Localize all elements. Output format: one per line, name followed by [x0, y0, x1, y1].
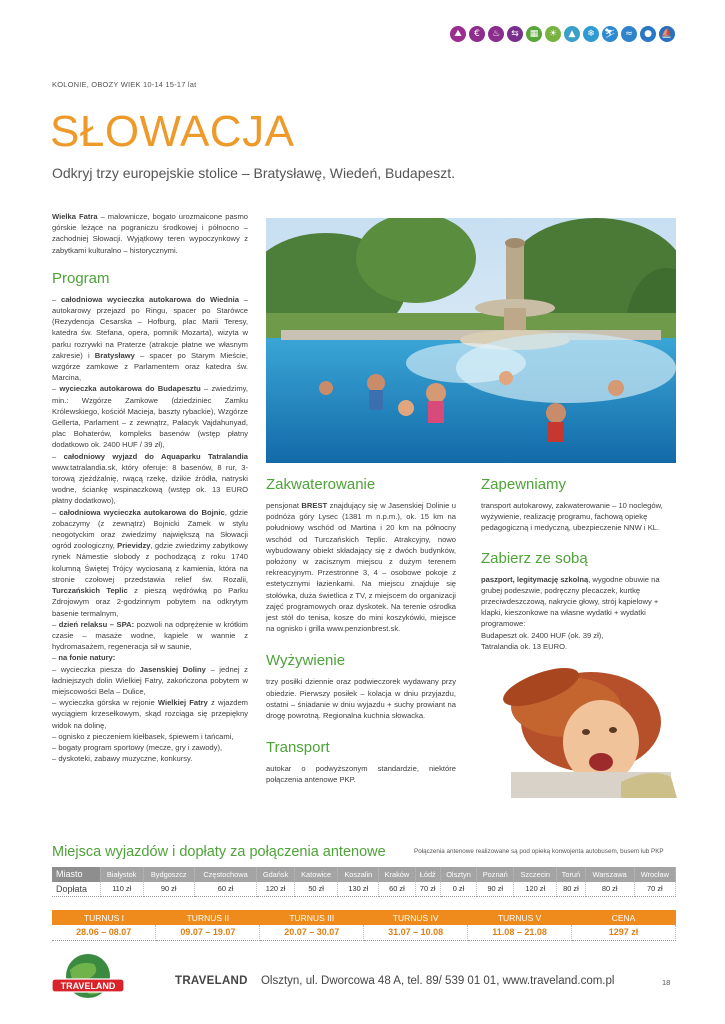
footer-brand: TRAVELAND	[175, 975, 248, 987]
mountain-icon: ⛰	[450, 26, 466, 42]
program-item-hike: – wycieczka piesza do Jasenskiej Doliny – jednej z ładniejszych dolin Wielkiej Fatry, zakończona pobytem w miejscowości Bela – Dulice,	[52, 664, 248, 696]
food-text: trzy posiłki dziennie oraz podwieczorek wydawany przy obiedzie. Pierwszy posiłek – kolacja w dniu przyjazdu, ostatni – śniadanie w dniu wyjazdu + suchy prowiant na drogę powrotną. Regionalna kuchnia słowacka.	[266, 677, 456, 721]
departures-city-row	[52, 867, 676, 882]
turnus-header: TURNUS IV	[364, 910, 468, 925]
fee-cell: 120 zł	[514, 882, 557, 897]
child-illustration	[481, 662, 677, 798]
turnus-dates: 11.08 – 21.08	[468, 925, 572, 940]
fee-cell: 50 zł	[294, 882, 338, 897]
turnus-header: TURNUS II	[156, 910, 260, 925]
page-number: 18	[662, 978, 671, 987]
price-header: CENA	[572, 910, 676, 925]
fee-cell: 70 zł	[634, 882, 675, 897]
city-cell: Katowice	[294, 867, 338, 882]
euro-icon: €	[469, 26, 485, 42]
city-cell: Częstochowa	[194, 867, 257, 882]
accommodation-text: pensjonat BREST znajdujący się w Jasenskiej Dolinie u podnóża góry Lysec (1381 m n.p.m.), ok. 15 km na południowy wschód od Martina i 20 km na północny wschód od Turczańskich Teplic. Atrakcyjny, nowo wybudowany obiekt składający się z dwóch budynków, położony w zacisznym miejscu z dużym terenem rekreacyjnym. Przestronne 3, 4 – osobowe pokoje z estetycznymi łazienkami. Na miejscu znajduje się stołówka, duża świetlica z TV, z miejscem do organizacji zajęć programowych oraz dyskotek. Na terenie ośrodka jest stół do tenisa, kosze do mini koszykówki, miejsce na ognisko i grilla www.penzionbrest.sk.	[266, 501, 457, 634]
sail-icon: ⛵	[659, 26, 675, 42]
page-subtitle: Odkryj trzy europejskie stolice – Bratysławę, Wiedeń, Budapeszt.	[52, 165, 456, 181]
city-cell: Białystok	[100, 867, 143, 882]
bring-line-tatralandia: Tatralandia ok. 13 EURO.	[481, 641, 568, 651]
program-item-bojnice: – całodniowa wycieczka autokarowa do Bojnic, gdzie zobaczymy (z zewnątrz) Bojnicki Zamek w stylu neogotyckim oraz zwiedzimy największą na Słowacji ogród zoologiczny, Prievidzy, gdzie zwiedzimy zabytkowy rynek Námestie slobody z pochodzącą z roku 1740 kolumną Świętej Trójcy wyciosaną z kamienia, która na stronie czołowej przedstawia relief św. Rozalii, Turczańskich Teplic z pieszą wędrówką po Parku Zdrojowym oraz 2-godzinnym pobytem na odkrytym basenie termalnym,	[52, 507, 249, 618]
bus-icon: ⇆	[507, 26, 523, 42]
program-item-disco: – dyskoteki, zabawy muzyczne, konkursy.	[52, 754, 193, 764]
ski-icon: ⛷	[602, 26, 618, 42]
transport-heading: Transport	[266, 739, 330, 757]
fee-cell: 130 zł	[338, 882, 379, 897]
city-cell: Warszawa	[585, 867, 634, 882]
middle-column	[266, 476, 456, 786]
intro-bold: Wielka Fatra	[52, 212, 98, 221]
footer-address: Olsztyn, ul. Dworcowa 48 A, tel. 89/ 539 01 01, www.traveland.com.pl	[260, 975, 615, 987]
bring-text: paszport, legitymację szkolną, wygodne obuwie na grubej podeszwie, podręczny plecaczek, kurtkę przeciwdeszczową, nakrycie głowy, strój kąpielowy + klapki, kieszonkowe na własne wydatki + wydatki programowe:	[481, 574, 660, 629]
program-item-tatralandia: – całodniowy wyjazd do Aquaparku Tatralandia www.tatralandia.sk, który oferuje: 8 basenów, 8 rur, 3-torową zjeżdżalnię, rwącą rzekę, dzikie źródła, natryski wodne, ściankę wspinaczkową (wstęp ok. 13 EURO płatny dodatkowo),	[52, 451, 248, 506]
turnus-dates-row	[52, 925, 676, 940]
fee-cell: 0 zł	[440, 882, 476, 897]
balls-icon: ●	[640, 26, 656, 42]
turnus-dates: 28.06 – 08.07	[52, 925, 156, 940]
bring-line-budapest: Budapeszt ok. 2400 HUF (ok. 39 zł),	[481, 630, 604, 640]
transport-text: autokar o podwyższonym standardzie, niektóre połączenia antenowe PKP.	[266, 764, 456, 785]
city-row-label: Miasto	[52, 867, 100, 882]
sun-icon: ☀	[545, 26, 561, 42]
provide-text: transport autokarowy, zakwaterowanie – 10 noclegów, wyżywienie, realizację programu, fachową opiekę pedagogiczną i medyczną, ubezpieczenie NNW i KL.	[481, 501, 663, 533]
food-icon: ♨	[488, 26, 504, 42]
fee-cell: 60 zł	[194, 882, 257, 897]
child-photo	[481, 662, 677, 798]
turnus-header: TURNUS III	[260, 910, 364, 925]
traveland-logo	[50, 952, 150, 1004]
swim-icon: ≈	[621, 26, 637, 42]
city-cell: Koszalin	[338, 867, 379, 882]
fee-row-label: Dopłata	[52, 882, 100, 897]
logo-text: TRAVELAND	[60, 981, 116, 991]
mountain-peak-icon: ▲	[564, 26, 580, 42]
fee-cell: 80 zł	[585, 882, 634, 897]
provide-heading: Zapewniamy	[481, 476, 567, 493]
accommodation-heading: Zakwaterowanie	[266, 476, 376, 493]
bring-heading: Zabierz ze sobą	[481, 549, 588, 567]
city-cell: Toruń	[557, 867, 585, 882]
hotel-icon: ▦	[526, 26, 542, 42]
fee-cell: 110 zł	[100, 882, 143, 897]
city-cell: Poznań	[477, 867, 514, 882]
program-item-vienna: – całodniowa wycieczka autokarowa do Wiednia – autokarowy przejazd po Ringu, spacer po Starówce (Rezydencja Cesarska – Hofburg, plac Marii Teresy, katedra św. Stefana, opera, pomnik Mozarta), wizyta w parku rozrywki na Praterze (atrakcje płatne we własnym zakresie) i Bratysławy – spacer po Starym Mieście, wzgórze zamkowe z Parlamentem oraz katedra św. Marcina,	[52, 294, 248, 383]
city-cell: Wrocław	[634, 867, 675, 882]
price-value: 1297 zł	[572, 925, 676, 940]
program-item-budapest: – wycieczka autokarowa do Budapesztu – zwiedzimy, min.: Wzgórze Zamkowe (dziedziniec Zamku Królewskiego, kościół Macieja, baszty rybackie), Wzgórze Gellerta, Parlament – z zewnątrz, Pałacyk Vajdahunyad, plac Bohaterów, kompleks basenów (wstęp płatny dodatkowo ok. 2400 HUF / 39 zł),	[52, 384, 249, 450]
category-label: KOLONIE, OBOZY WIEK 10-14 15-17 lat	[52, 80, 197, 89]
fee-cell: 120 zł	[257, 882, 295, 897]
turnus-dates: 31.07 – 10.08	[364, 925, 468, 940]
program-item-mountain: – wycieczka górska w rejonie Wielkiej Fatry z wjazdem wyciągiem krzesełkowym, skąd rozciąga się przepiękny widok na dolinę,	[52, 698, 249, 730]
turnus-header: TURNUS V	[468, 910, 572, 925]
page-title: SŁOWACJA	[50, 107, 295, 156]
turnus-header-row	[52, 910, 676, 925]
departures-heading: Miejsca wyjazdów i dopłaty za połączenia antenowe	[52, 844, 386, 860]
turnus-dates: 20.07 – 30.07	[260, 925, 364, 940]
aquapark-illustration	[266, 218, 676, 463]
program-heading: Program	[52, 269, 110, 287]
fee-cell: 60 zł	[379, 882, 415, 897]
turnus-table	[52, 910, 676, 941]
program-item-spa: – dzień relaksu – SPA: pozwoli na odprężenie w krótkim czasie – masaże wodne, kąpiele w wannie z hydromasażem, regeneracja sił w saunie,	[52, 619, 248, 652]
city-cell: Łódź	[415, 867, 440, 882]
feature-icons	[450, 26, 675, 42]
right-column	[481, 476, 677, 652]
city-cell: Gdańsk	[257, 867, 295, 882]
departures-fee-row	[52, 882, 676, 897]
city-cell: Olsztyn	[440, 867, 476, 882]
left-column	[52, 211, 248, 764]
fee-cell: 90 zł	[477, 882, 514, 897]
fee-cell: 80 zł	[557, 882, 585, 897]
program-item-nature: – na fonie natury:	[52, 653, 116, 663]
fee-cell: 90 zł	[143, 882, 194, 897]
intro-text: – malownicze, bogato urozmaicone pasmo górskie leżące na pograniczu środkowej i północno – zachodniej Słowacji. Wyjątkowy teren wypoczynkowy z zabytkami kulturalno – historycznymi.	[52, 212, 249, 255]
turnus-header: TURNUS I	[52, 910, 156, 925]
departures-note: Połączenia antenowe realizowane są pod opieką konwojenta autobusem, busem lub PKP	[414, 848, 664, 855]
program-item-bonfire: – ognisko z pieczeniem kiełbasek, śpiewem i tańcami,	[52, 731, 234, 741]
departures-table	[52, 867, 676, 897]
snowflake-icon: ❄	[583, 26, 599, 42]
footer-contact	[175, 975, 614, 987]
intro-paragraph	[52, 211, 248, 256]
fee-cell: 70 zł	[415, 882, 440, 897]
city-cell: Bydgoszcz	[143, 867, 194, 882]
program-item-sport: – bogaty program sportowy (mecze, gry i zawody),	[52, 742, 223, 752]
turnus-dates: 09.07 – 19.07	[156, 925, 260, 940]
aquapark-photo	[266, 218, 676, 463]
food-heading: Wyżywienie	[266, 652, 346, 670]
city-cell: Kraków	[379, 867, 415, 882]
city-cell: Szczecin	[514, 867, 557, 882]
